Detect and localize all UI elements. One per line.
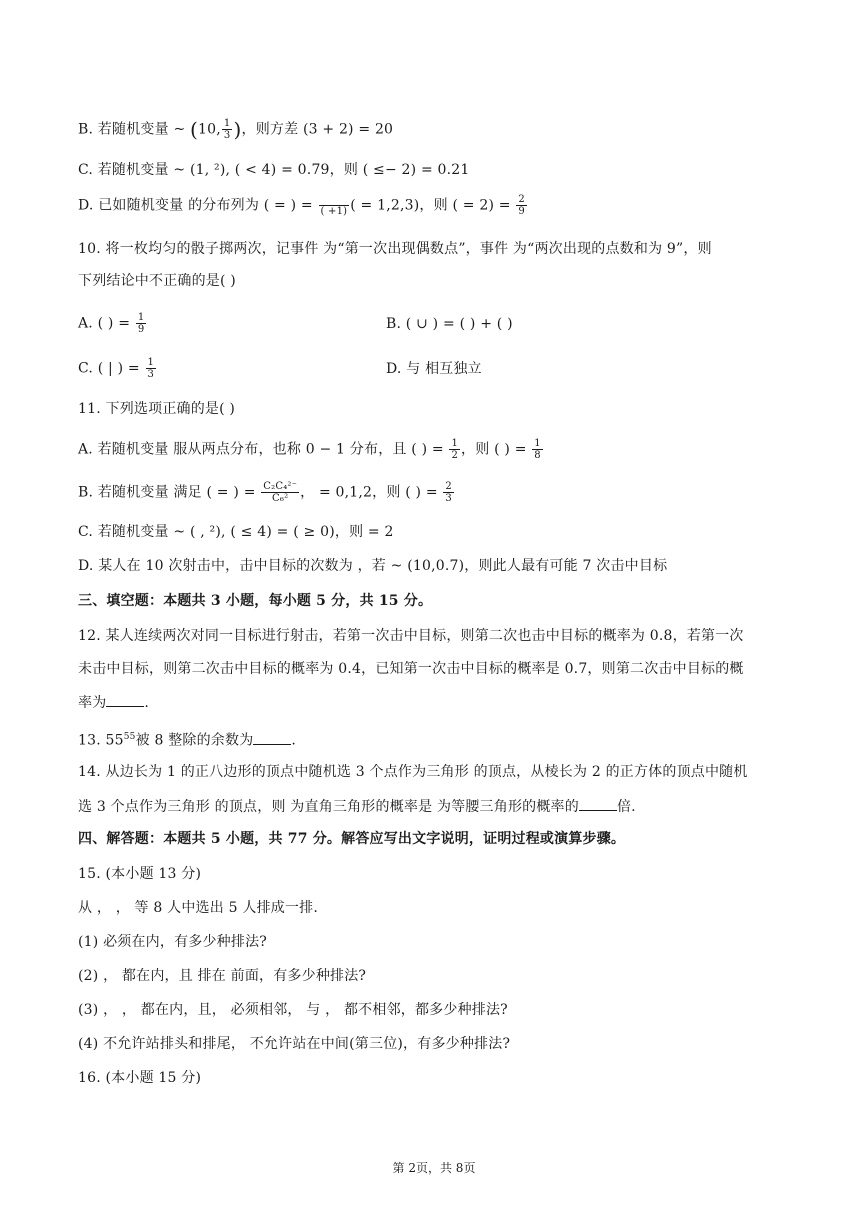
fraction: $\frac{1}{3}$ (223, 118, 231, 141)
answer-blank[interactable] (253, 730, 291, 745)
q15-stem: 从 ， ， 等 8 人中选出 5 人排成一排. (78, 900, 319, 916)
q10-stem-line2: 下列结论中不正确的是( ) (78, 273, 236, 289)
q11-option-c: C. 若随机变量 ~ ( , ²), ( ≤ 4) = ( ≥ 0)，则 = 2 (78, 524, 394, 540)
fraction: $\frac{\text{C₂C₄²⁻}}{\text{C₆²}}$ (263, 481, 298, 504)
fraction: $\frac{2}{9}$ (518, 194, 525, 217)
section-4-heading: 四、解答题：本题共 5 小题，共 77 分。解答应写出文字说明，证明过程或演算步骤。 (78, 831, 626, 847)
answer-blank[interactable] (579, 796, 617, 811)
section-3-heading: 三、填空题：本题共 3 小题，每小题 5 分，共 15 分。 (78, 593, 433, 609)
fraction: $\frac{1}{3}$ (147, 357, 155, 380)
q10-option-b: B. ( ∪ ) = ( ) + ( ) (386, 316, 513, 332)
fraction: $\frac{1}{9}$ (137, 312, 145, 335)
page-footer: 第 2页，共 8页 (392, 1161, 476, 1175)
q12-line1: 12. 某人连续两次对同一目标进行射击，若第一次击中目标，则第二次也击中目标的概率为 0.8，若第一次 (78, 628, 744, 644)
q14-line1: 14. 从边长为 1 的正八边形的顶点中随机选 3 个点作为三角形 的顶点，从棱长为 2 的正方体的顶点中随机 (78, 764, 748, 780)
q15-part-3: (3) ， ， 都在内，且， 必须相邻， 与 ， 都不相邻，都多少种排法? (78, 1002, 508, 1018)
fraction: $\frac{2}{3}$ (445, 481, 452, 504)
q11-stem: 11. 下列选项正确的是( ) (78, 401, 236, 417)
fraction: ( +1) (319, 194, 350, 217)
q12-line2: 未击中目标，则第二次击中目标的概率为 0.4，已知第一次击中目标的概率是 0.7，则第二次击中目标的概 (78, 661, 744, 677)
q10-option-d: D. 与 相互独立 (386, 361, 482, 377)
q11-option-a: A. 若随机变量 服从两点分布，也称 0 − 1 分布，且 ( ) = $\frac{1}{2}$ ，则 ( ) = $\frac{1}{8}$ (78, 438, 541, 461)
q11-option-b: B. 若随机变量 满足 ( = ) = $\frac{\text{C₂C₄²⁻}}{\text{C₆²}}$ ， = 0,1,2，则 ( ) = $\frac{2}{3}$ (78, 481, 452, 504)
q13: 13. $55^{55}$被 8 整除的余数为 . (78, 727, 296, 751)
fraction: $\frac{1}{2}$ (451, 438, 459, 461)
q9-option-b: B. 若随机变量 ~ (10, $\frac{1}{3}$ )，则方差 (3 + 2) = 20 (78, 117, 394, 142)
q10-stem-line1: 10. 将一枚均匀的骰子掷两次，记事件 为“第一次出现偶数点”，事件 为“两次出现的点数和为 9”，则 (78, 241, 712, 257)
q16-title: 16. (本小题 15 分) (78, 1070, 202, 1086)
q9-option-d: D. 已如随机变量 的分布列为 ( = ) = ( +1) ( = 1,2,3)，则 ( = 2) = $\frac{2}{9}$ (78, 194, 525, 217)
q15-part-2: (2) ， 都在内，且 排在 前面，有多少种排法? (78, 968, 367, 984)
q9-option-c: C. 若随机变量 ~ (1, ²), ( < 4) = 0.79，则 ( ≤− 2) = 0.21 (78, 162, 470, 178)
q12-line3: 率为 . (78, 692, 149, 713)
q14-line2: 选 3 个点作为三角形 的顶点，则 为直角三角形的概率是 为等腰三角形的概率的 倍. (78, 796, 636, 817)
fraction: $\frac{1}{8}$ (534, 438, 541, 461)
q11-option-d: D. 某人在 10 次射击中，击中目标的次数为 ，若 ~ (10,0.7)，则此人最有可能 7 次击中目标 (78, 558, 668, 574)
q10-option-a: A. ( ) = $\frac{1}{9}$ (78, 312, 145, 335)
q15-part-1: (1) 必须在内，有多少种排法? (78, 934, 267, 950)
answer-blank[interactable] (106, 692, 144, 707)
q15-title: 15. (本小题 13 分) (78, 866, 202, 882)
q15-part-4: (4) 不允许站排头和排尾， 不允许站在中间(第三位)，有多少种排法? (78, 1036, 511, 1052)
q10-option-c: C. ( | ) = $\frac{1}{3}$ (78, 357, 155, 380)
